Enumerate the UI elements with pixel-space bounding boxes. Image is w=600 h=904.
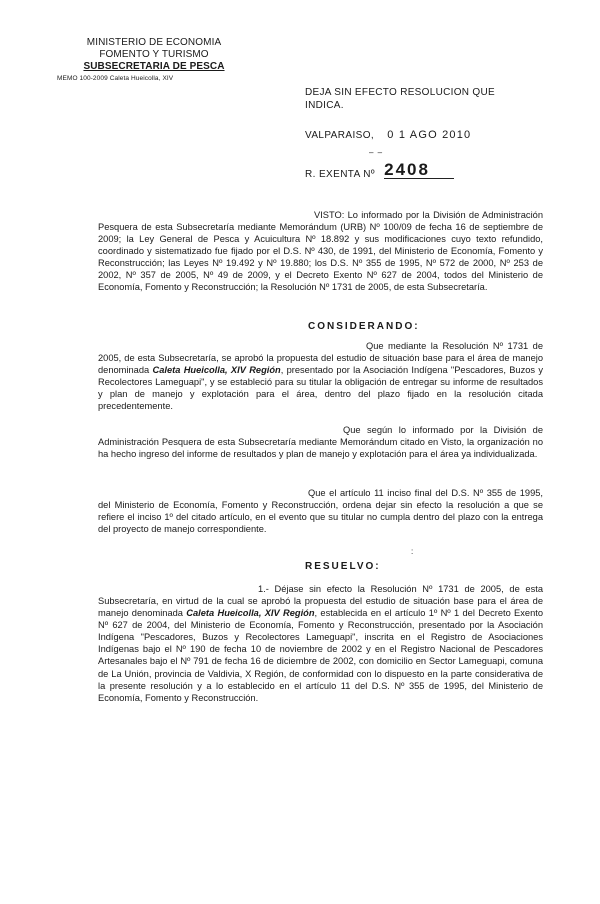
date-stamp: 0 1 AGO 2010 bbox=[387, 129, 472, 141]
place: VALPARAISO, bbox=[305, 130, 375, 141]
resuelvo-p1-text-end: , establecida en el artículo 1º Nº 1 del Decreto Exento Nº 627 de 2004, del Ministerio de Economía, Fomento y Reconstrucción, presentado por la Asociación Indígena "Pescadores, Buzos y Recolectores Lameguapi", inscrita en el Registro de Asociaciones Indígenas bajo el Nº 190 de fecha 10 de noviembre de 2002 y en el Registro Nacional de Pescadores Artesanales bajo el Nº 791 de fecha 16 de diciembre de 2002, con domicilio en Sector Lameguapi, comuna de La Unión, provincia de Valdivia, X Región, de conformidad con lo dispuesto en la parte considerativa de la presente resolución y a lo establecido en el artículo 11 del D.S. Nº 355 de 1995, del Ministerio de Economía, Fomento y Reconstrucción. bbox=[98, 608, 543, 703]
considerando-p3-text: Que el artículo 11 inciso final del D.S. Nº 355 de 1995, del Ministerio de Economía, Fomento y Reconstrucción, ordena dejar sin efecto la resolución a que se refiere el inciso 1º del citado artículo, en el evento que su titular no cumpla dentro del plazo con la entrega del proyecto de manejo correspondiente. bbox=[98, 488, 543, 535]
considerando-p1-text-end: , presentado por la Asociación Indígena "Pescadores, Buzos y Recolectores Lameguapi", y se estableció para su titular la obligación de entregar su informe de resultados y plan de manejo y explotación para el área, dentro del plazo fijado en la resolución citada precedentemente. bbox=[98, 365, 543, 412]
visto-label: VISTO: bbox=[314, 210, 345, 220]
memo-reference: MEMO 100-2009 Caleta Hueicolla, XIV bbox=[57, 75, 174, 82]
letterhead bbox=[64, 37, 244, 72]
exenta-line bbox=[305, 160, 454, 181]
visto-paragraph bbox=[98, 209, 543, 294]
resolution-subject: DEJA SIN EFECTO RESOLUCION QUE INDICA. bbox=[305, 87, 495, 111]
considerando-heading: CONSIDERANDO: bbox=[308, 321, 420, 332]
considerando-p2-text: Que según lo informado por la División de Administración Pesquera de esta Subsecretaría mediante Memorándum citado en Visto, la organización no ha hecho ingreso del informe de resultados y plan de manejo y explotación para el área ya individualizada. bbox=[98, 425, 543, 460]
dash-marks: – – bbox=[369, 148, 384, 157]
resuelvo-heading: RESUELVO: bbox=[305, 561, 381, 572]
ministry-name: MINISTERIO DE ECONOMIA bbox=[86, 37, 222, 48]
exenta-label: R. EXENTA Nº bbox=[305, 169, 375, 180]
resuelvo-area-name: Caleta Hueicolla, XIV Región bbox=[186, 608, 315, 619]
place-date-line bbox=[305, 128, 471, 142]
visto-text: Lo informado por la División de Administración Pesquera de esta Subsecretaría mediante Memorándum (URB) Nº 100/09 de fecha 16 de septiembre de 2009; la Ley General de Pesca y Acuicultura Nº 18.892 y sus modificaciones cuyo texto refundido, coordinado y sistematizado fue fijado por el D.S. Nº 430, de 1991, del Ministerio de Economía, Fomento y Reconstrucción; las Leyes Nº 19.492 y Nº 19.880; los D.S. Nº 355 de 1995, Nº 572 de 2000, Nº 253 de 2002, Nº 357 de 2005, Nº 49 de 2009, y el Decreto Exento Nº 627 de 2004, todos del Ministerio de Economía, Fomento y Reconstrucción; la Resolución Nº 1731 de 2005, de esta Subsecretaría. bbox=[98, 210, 543, 293]
considerando-paragraph-3 bbox=[98, 487, 543, 535]
subsecretaria-name: SUBSECRETARIA DE PESCA bbox=[83, 60, 225, 72]
resuelvo-p1-text: 1.- Déjase sin efecto la Resolución Nº 1731 de 2005, de esta Subsecretaría, en virtud de la cual se aprobó la propuesta del estudio de situación base para el área de manejo denominada bbox=[98, 584, 543, 619]
exenta-number: 2408 bbox=[384, 161, 454, 179]
considerando-p1-text: Que mediante la Resolución Nº 1731 de 2005, de esta Subsecretaría, se aprobó la propuesta del estudio de situación base para el área de manejo denominada bbox=[98, 341, 543, 376]
stray-mark: : bbox=[411, 547, 414, 556]
ministry-name-line2: FOMENTO Y TURISMO bbox=[99, 48, 209, 60]
considerando-paragraph-2 bbox=[98, 424, 543, 460]
area-name: Caleta Hueicolla, XIV Región bbox=[152, 365, 281, 376]
resuelvo-paragraph-1 bbox=[98, 583, 543, 704]
considerando-paragraph-1 bbox=[98, 340, 543, 412]
